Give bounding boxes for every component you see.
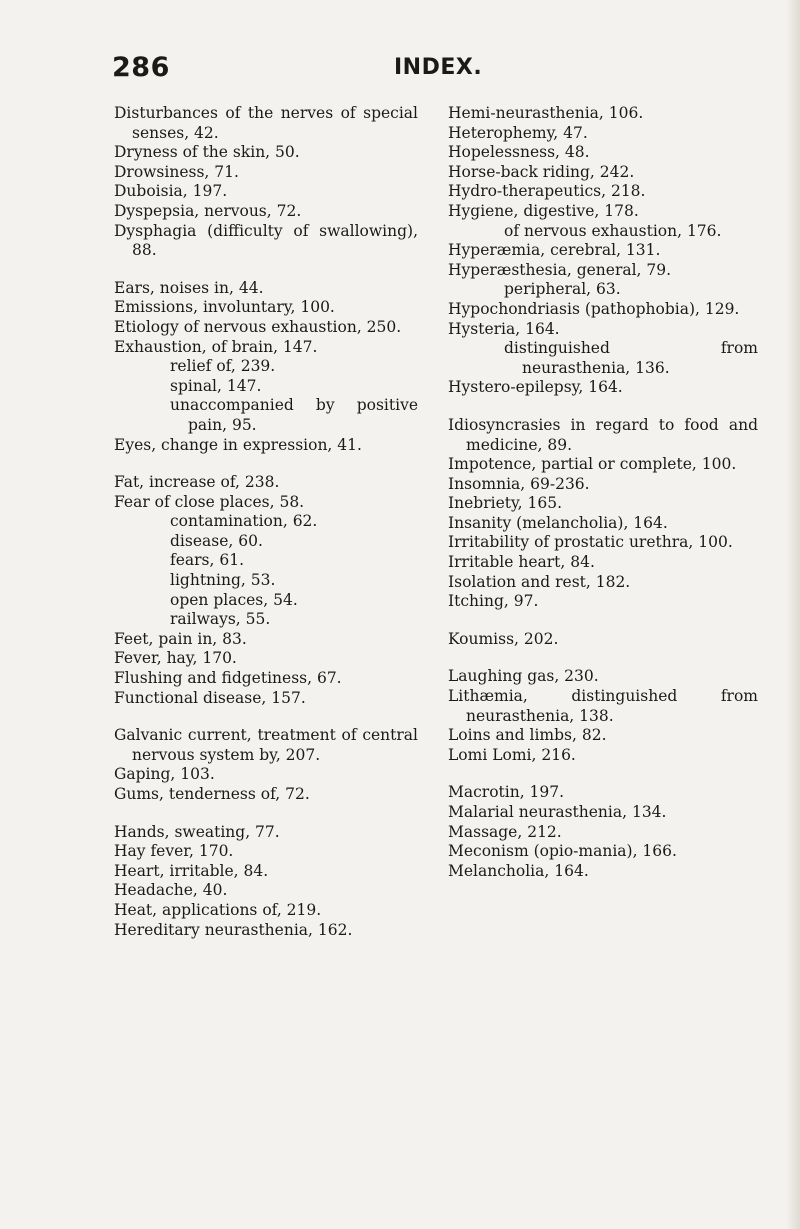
index-subentry: distinguished from neurasthenia, 136. bbox=[504, 339, 758, 377]
index-subentry: unaccompanied by positive pain, 95. bbox=[170, 396, 418, 434]
index-entry: Lithæmia, distinguished from neurasthenia, 138. bbox=[448, 687, 758, 725]
index-entry: Drowsiness, 71. bbox=[114, 162, 239, 181]
index-entry: Inebriety, 165. bbox=[448, 494, 563, 513]
index-entry: Hyperæmia, cerebral, 131. bbox=[448, 241, 661, 260]
index-entry: Gums, tenderness of, 72. bbox=[114, 785, 310, 803]
letter-section-gap bbox=[448, 765, 758, 783]
index-subentry: contamination, 62. bbox=[170, 512, 318, 531]
index-entry: Massage, 212. bbox=[448, 822, 562, 841]
index-entry: Meconism (opio-mania), 166. bbox=[448, 842, 677, 861]
index-subentry: lightning, 53. bbox=[170, 571, 276, 590]
index-entry: Loins and limbs, 82. bbox=[448, 726, 607, 745]
index-entry: Dryness of the skin, 50. bbox=[114, 143, 300, 162]
index-entry: Hypochondriasis (pathophobia), 129. bbox=[448, 299, 740, 318]
index-entry: Fear of close places, 58. bbox=[114, 492, 305, 511]
index-entry: Hyperæsthesia, general, 79. bbox=[448, 260, 672, 279]
index-entry: Impotence, partial or complete, 100. bbox=[448, 455, 737, 474]
index-entry: Dysphagia (difficulty of swallowing), 88. bbox=[114, 221, 418, 260]
index-entry: Idiosyncrasies in regard to food and medicine, 89. bbox=[448, 415, 758, 454]
index-subentry: relief of, 239. bbox=[170, 357, 276, 376]
index-entry: Malarial neurasthenia, 134. bbox=[448, 803, 667, 821]
index-entry: Eyes, change in expression, 41. bbox=[114, 435, 362, 454]
letter-section-gap bbox=[114, 261, 418, 279]
index-entry: Etiology of nervous exhaustion, 250. bbox=[114, 317, 402, 336]
index-entry: Gaping, 103. bbox=[114, 765, 215, 784]
running-head: INDEX. bbox=[394, 55, 483, 80]
index-entry: Irritable heart, 84. bbox=[448, 553, 595, 572]
index-entry: Hygiene, digestive, 178. bbox=[448, 201, 639, 220]
index-entry: Fat, increase of, 238. bbox=[114, 473, 280, 492]
index-entry: Duboisia, 197. bbox=[114, 182, 228, 201]
index-subentry: spinal, 147. bbox=[170, 376, 262, 395]
index-entry: Lomi Lomi, 216. bbox=[448, 745, 576, 764]
index-subentry: open places, 54. bbox=[170, 590, 298, 609]
letter-section-gap bbox=[448, 398, 758, 416]
index-entry: Laughing gas, 230. bbox=[448, 667, 599, 686]
index-subentry: fears, 61. bbox=[170, 551, 245, 570]
index-entry: Hands, sweating, 77. bbox=[114, 822, 280, 841]
index-subentry: of nervous exhaustion, 176. bbox=[504, 221, 722, 240]
index-entry: Insomnia, 69-236. bbox=[448, 474, 590, 493]
index-entry: Isolation and rest, 182. bbox=[448, 572, 631, 591]
index-entry: Horse-back riding, 242. bbox=[448, 162, 635, 181]
index-entry: Hopelessness, 48. bbox=[448, 143, 590, 162]
index-entry: Disturbances of the nerves of special senses, 42. bbox=[114, 104, 418, 142]
index-entry: Hydro-therapeutics, 218. bbox=[448, 182, 646, 201]
index-entry: Ears, noises in, 44. bbox=[114, 278, 264, 297]
index-entry: Itching, 97. bbox=[448, 592, 539, 611]
index-entry: Irritability of prostatic urethra, 100. bbox=[448, 533, 733, 552]
index-entry: Heart, irritable, 84. bbox=[114, 861, 269, 880]
index-entry: Galvanic current, treatment of central nervous system by, 207. bbox=[114, 726, 418, 764]
index-entry: Hereditary neurasthenia, 162. bbox=[114, 920, 353, 939]
index-entry: Dyspepsia, nervous, 72. bbox=[114, 201, 302, 220]
index-entry: Headache, 40. bbox=[114, 881, 228, 900]
page-header bbox=[112, 52, 712, 86]
index-entry: Heat, applications of, 219. bbox=[114, 900, 322, 919]
index-entry: Flushing and fidgetiness, 67. bbox=[114, 669, 342, 688]
letter-section-gap bbox=[114, 708, 418, 726]
index-entry: Insanity (melancholia), 164. bbox=[448, 513, 668, 532]
index-column-left bbox=[114, 104, 418, 940]
index-column-right bbox=[448, 104, 758, 881]
index-entry: Hemi-neurasthenia, 106. bbox=[448, 104, 644, 122]
index-entry: Hystero-epilepsy, 164. bbox=[448, 378, 623, 397]
letter-section-gap bbox=[448, 612, 758, 630]
index-subentry: peripheral, 63. bbox=[504, 280, 621, 299]
letter-section-gap bbox=[114, 805, 418, 823]
page-number: 286 bbox=[112, 52, 170, 83]
index-entry: Hysteria, 164. bbox=[448, 319, 560, 338]
index-entry: Emissions, involuntary, 100. bbox=[114, 298, 335, 317]
index-entry: Koumiss, 202. bbox=[448, 629, 559, 648]
index-entry: Melancholia, 164. bbox=[448, 861, 589, 880]
index-entry: Exhaustion, of brain, 147. bbox=[114, 337, 318, 356]
letter-section-gap bbox=[114, 455, 418, 473]
index-subentry: disease, 60. bbox=[170, 531, 263, 550]
index-entry: Hay fever, 170. bbox=[114, 842, 234, 861]
page-edge-shadow bbox=[786, 0, 800, 1229]
index-entry: Macrotin, 197. bbox=[448, 783, 565, 802]
index-entry: Heterophemy, 47. bbox=[448, 123, 588, 142]
index-entry: Feet, pain in, 83. bbox=[114, 629, 247, 648]
index-entry: Functional disease, 157. bbox=[114, 688, 306, 707]
index-entry: Fever, hay, 170. bbox=[114, 649, 237, 668]
letter-section-gap bbox=[448, 649, 758, 667]
index-subentry: railways, 55. bbox=[170, 610, 271, 629]
